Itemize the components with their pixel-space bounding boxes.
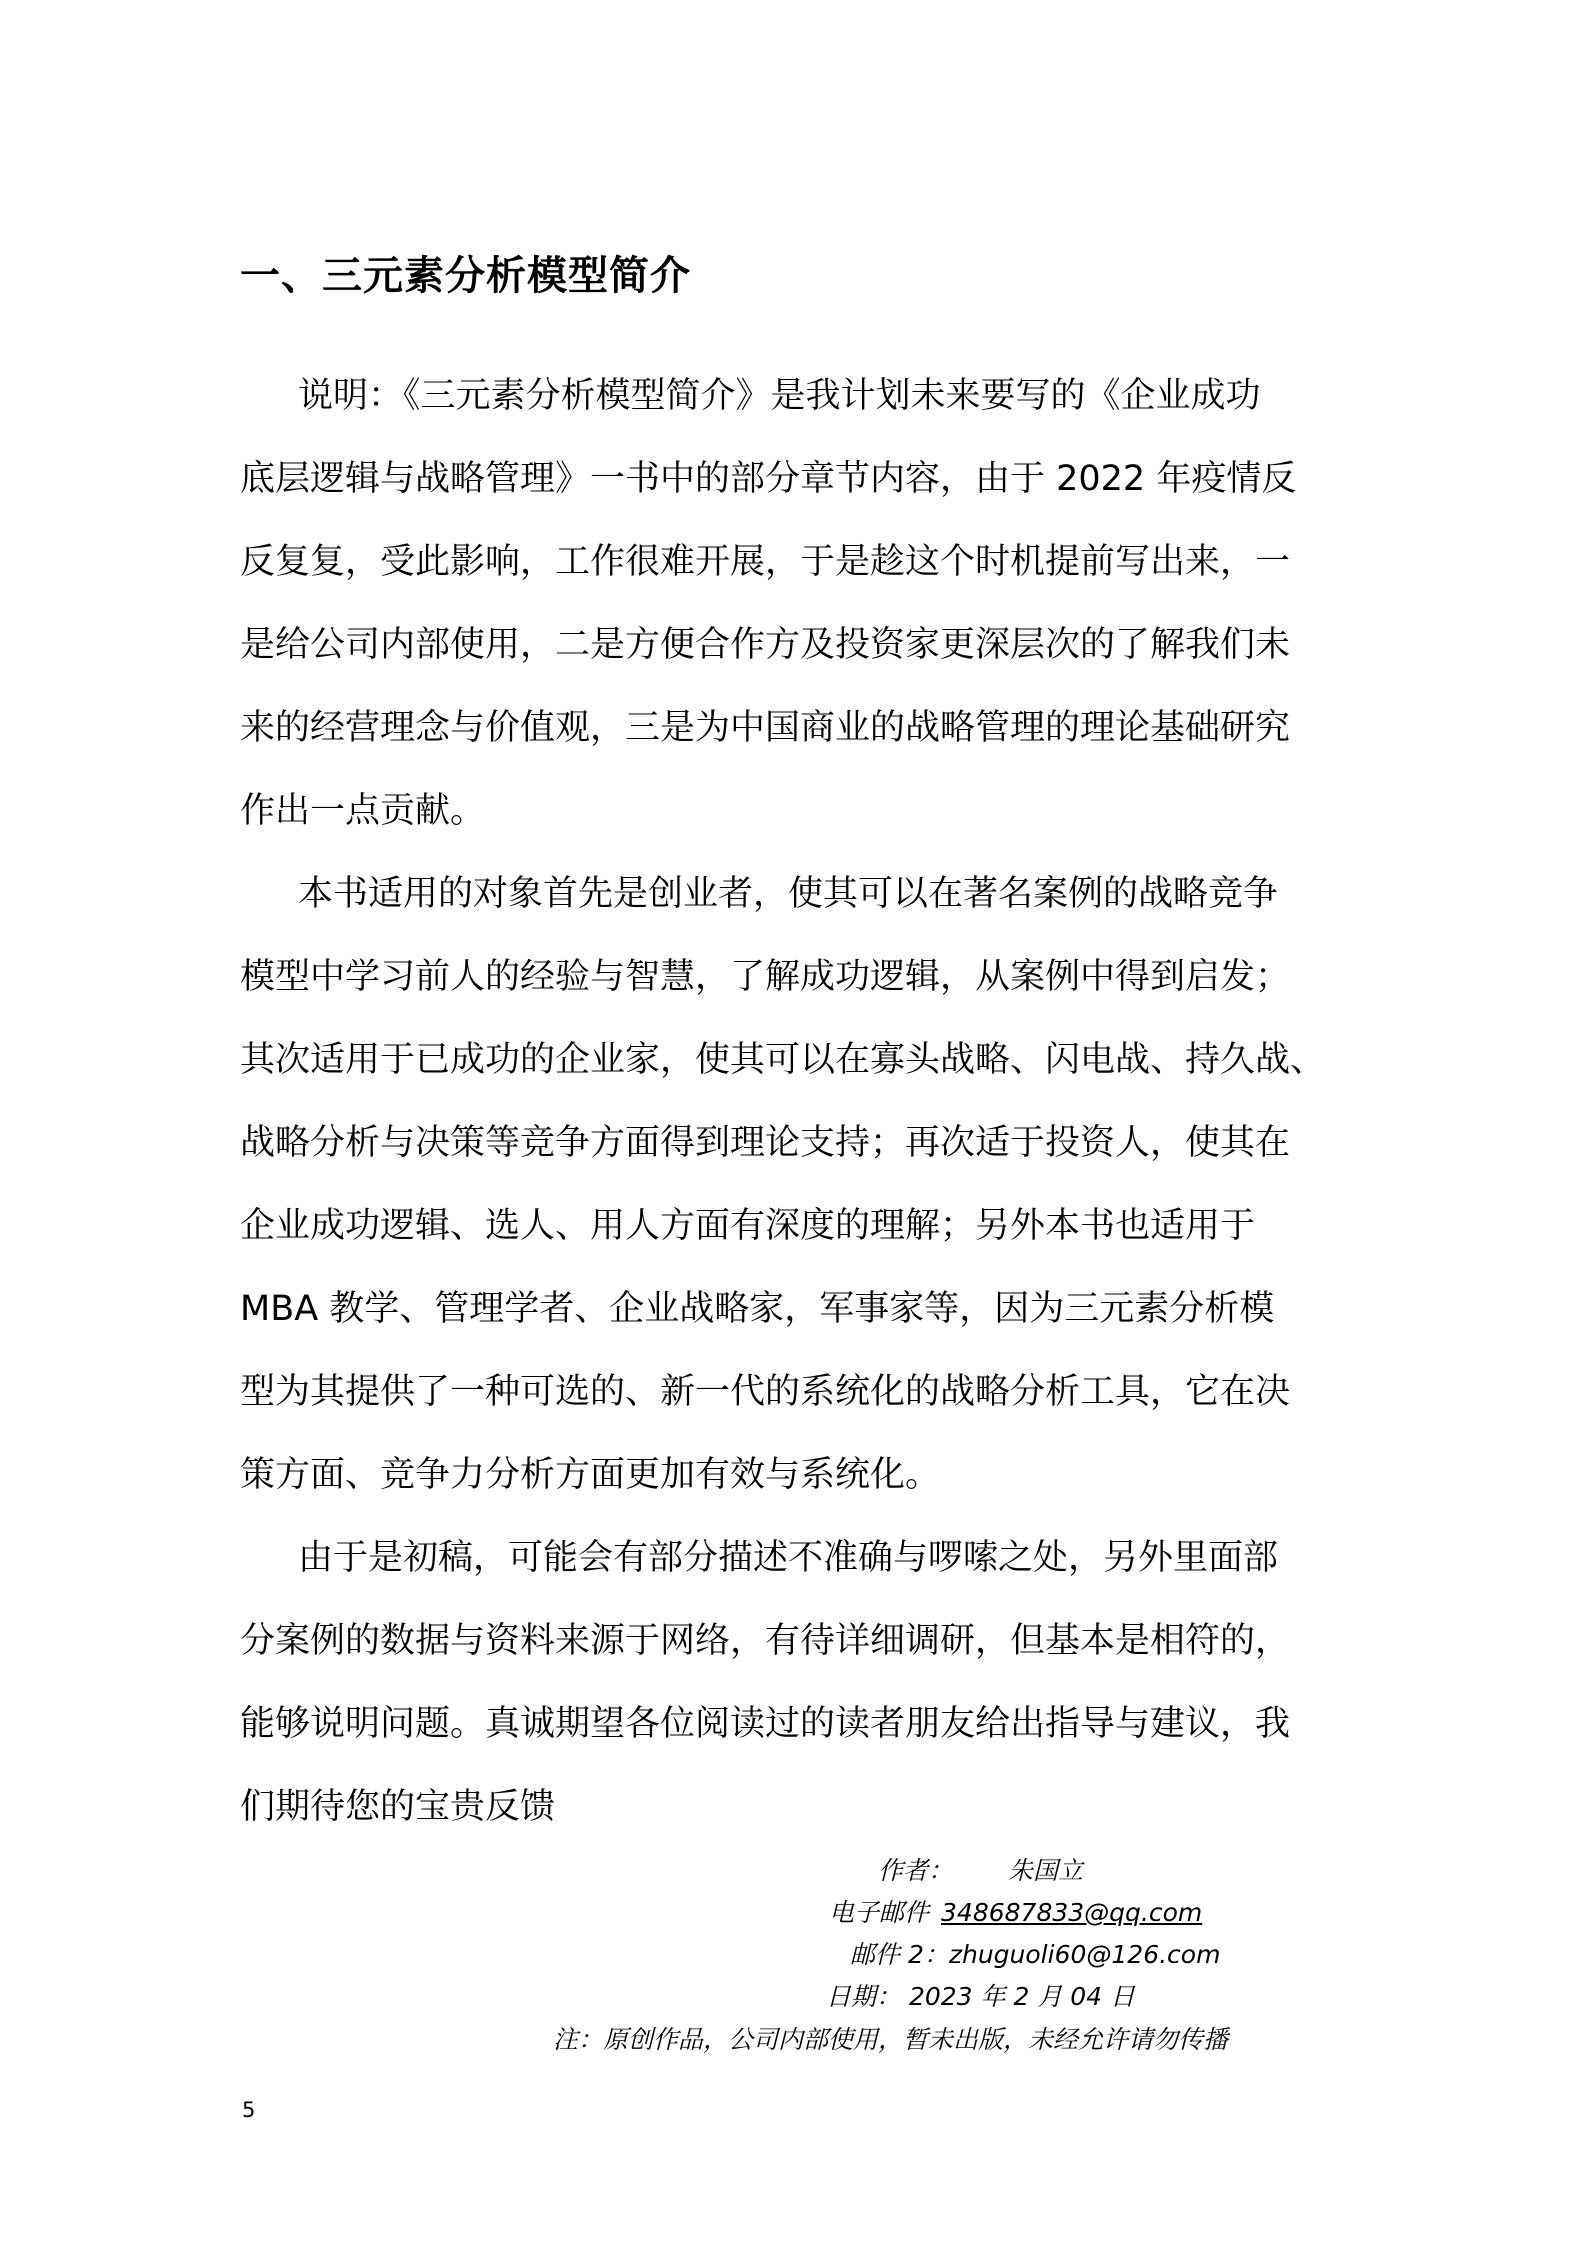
- text-line: 其次适用于已成功的企业家，使其可以在寡头战略、闪电战、持久战、: [240, 1040, 1326, 1080]
- paragraph: [240, 355, 1355, 853]
- signature-date: 日期： 2023 年 2 月 04 日: [826, 1982, 1136, 2011]
- text-line: 战略分析与决策等竞争方面得到理论支持；再次适于投资人，使其在: [240, 1123, 1291, 1163]
- text-line: 说明：《三元素分析模型简介》是我计划未来要写的《企业成功: [298, 376, 1261, 416]
- text-line: 本书适用的对象首先是创业者，使其可以在著名案例的战略竞争: [298, 874, 1279, 914]
- text-line: 分案例的数据与资料来源于网络，有待详细调研，但基本是相符的，: [240, 1621, 1291, 1661]
- signature-author: [878, 1850, 1083, 1892]
- email-link[interactable]: 348687833@qq.com: [941, 1898, 1203, 1927]
- text-line: 们期待您的宝贵反馈: [240, 1787, 556, 1827]
- text-line: 型为其提供了一种可选的、新一代的系统化的战略分析工具，它在决: [240, 1372, 1291, 1412]
- paragraph: [240, 853, 1355, 1517]
- text-line: 作出一点贡献。: [240, 791, 486, 831]
- text-line: 策方面、竞争力分析方面更加有效与系统化。: [240, 1455, 941, 1495]
- text-line: 由于是初稿，可能会有部分描述不准确与啰嗦之处，另外里面部: [298, 1538, 1279, 1578]
- text-line: 能够说明问题。真诚期望各位阅读过的读者朋友给出指导与建议，我: [240, 1704, 1291, 1744]
- text-line: 底层逻辑与战略管理》一书中的部分章节内容，由于 2022 年疫情反: [240, 459, 1297, 499]
- signature-email: [829, 1892, 1202, 1934]
- author-label: 作者：: [878, 1856, 954, 1885]
- text-line: 反复复，受此影响，工作很难开展，于是趁这个时机提前写出来，一: [240, 542, 1291, 582]
- author-name: 朱国立: [1008, 1856, 1084, 1885]
- copyright-note: 注：原创作品，公司内部使用，暂未出版，未经允许请勿传播: [553, 2025, 1229, 2054]
- body-text: [240, 355, 1355, 1849]
- text-line: MBA 教学、管理学者、企业战略家，军事家等，因为三元素分析模: [240, 1289, 1275, 1329]
- paragraph: [240, 1517, 1355, 1849]
- text-line: 企业成功逻辑、选人、用人方面有深度的理解；另外本书也适用于: [240, 1206, 1256, 1246]
- text-line: 是给公司内部使用，二是方便合作方及投资家更深层次的了解我们未: [240, 625, 1291, 665]
- email-label: 电子邮件: [829, 1898, 930, 1927]
- page-number: 5: [242, 2098, 256, 2122]
- signature-email-secondary: 邮件 2：zhuguoli60@126.com: [850, 1940, 1221, 1969]
- section-heading: 一、三元素分析模型简介: [240, 253, 691, 299]
- text-line: 来的经营理念与价值观，三是为中国商业的战略管理的理论基础研究: [240, 708, 1291, 748]
- text-line: 模型中学习前人的经验与智慧，了解成功逻辑，从案例中得到启发；: [240, 957, 1291, 997]
